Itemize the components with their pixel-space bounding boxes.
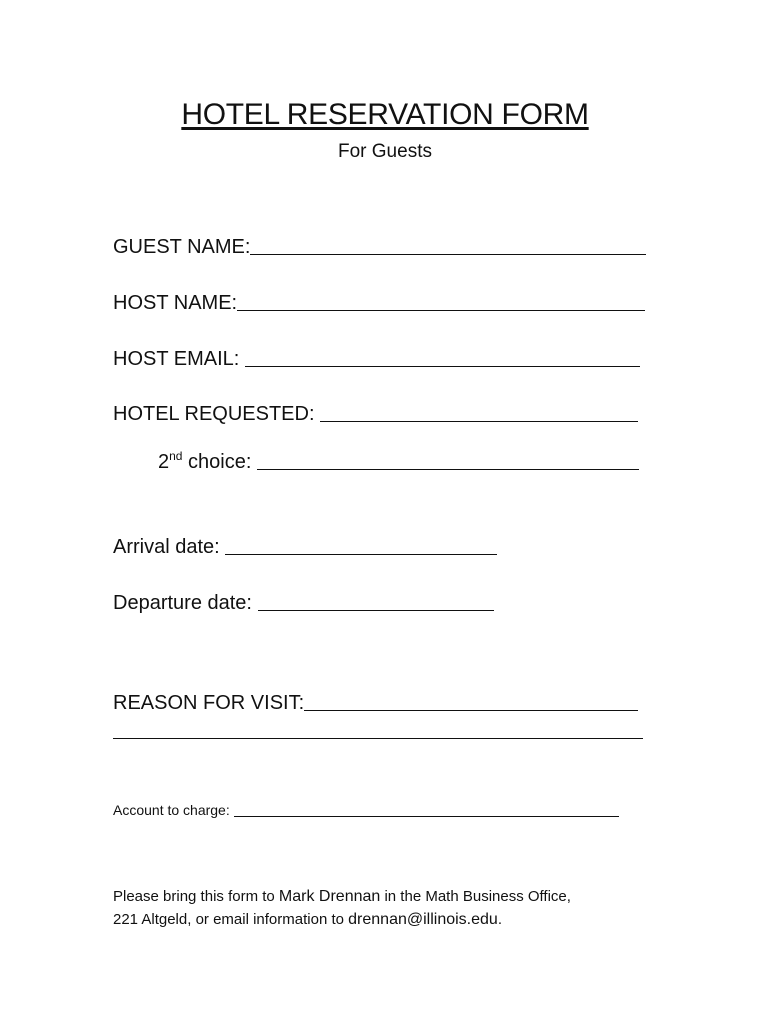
contact-name: Mark Drennan [278,888,381,905]
form-subtitle: For Guests [338,141,432,162]
host-name-field[interactable] [237,310,645,311]
hotel-requested-field[interactable] [320,421,638,422]
footer-line1-prefix: Please bring this form to [113,888,279,905]
footer-line2-prefix: 221 Altgeld, or email information to [113,911,349,928]
contact-email[interactable]: drennan@illinois.edu [348,911,498,928]
footer-line2-suffix: . [497,911,502,928]
hotel-requested-row [113,403,638,426]
arrival-date-row [113,536,497,559]
host-email-field[interactable] [245,366,640,367]
guest-name-field[interactable] [250,254,646,255]
second-choice-field[interactable] [257,469,639,470]
arrival-date-label: Arrival date: [113,536,226,558]
second-choice-row [158,451,639,474]
footer-line1-suffix: in the Math Business Office, [380,888,571,905]
second-choice-suffix: nd [169,449,183,463]
footer-instructions [113,885,673,931]
guest-name-row [113,236,646,259]
departure-date-label: Departure date: [113,592,258,614]
second-choice-label: choice: [182,451,257,473]
host-name-row [113,292,645,315]
form-title: HOTEL RESERVATION FORM [181,98,589,131]
reason-label: REASON FOR VISIT: [113,692,305,714]
second-choice-number: 2 [158,451,170,473]
arrival-date-field[interactable] [225,554,497,555]
account-label: Account to charge: [113,802,234,818]
reason-row [113,692,638,715]
account-field[interactable] [234,816,619,817]
host-name-label: HOST NAME: [113,292,238,314]
host-email-label: HOST EMAIL: [113,348,245,370]
reason-field[interactable] [304,710,638,711]
hotel-requested-label: HOTEL REQUESTED: [113,403,321,425]
host-email-row [113,348,640,371]
guest-name-label: GUEST NAME: [113,236,251,258]
account-row [113,802,619,818]
departure-date-field[interactable] [258,610,494,611]
reason-field-line-2[interactable] [113,738,643,739]
departure-date-row [113,592,494,615]
